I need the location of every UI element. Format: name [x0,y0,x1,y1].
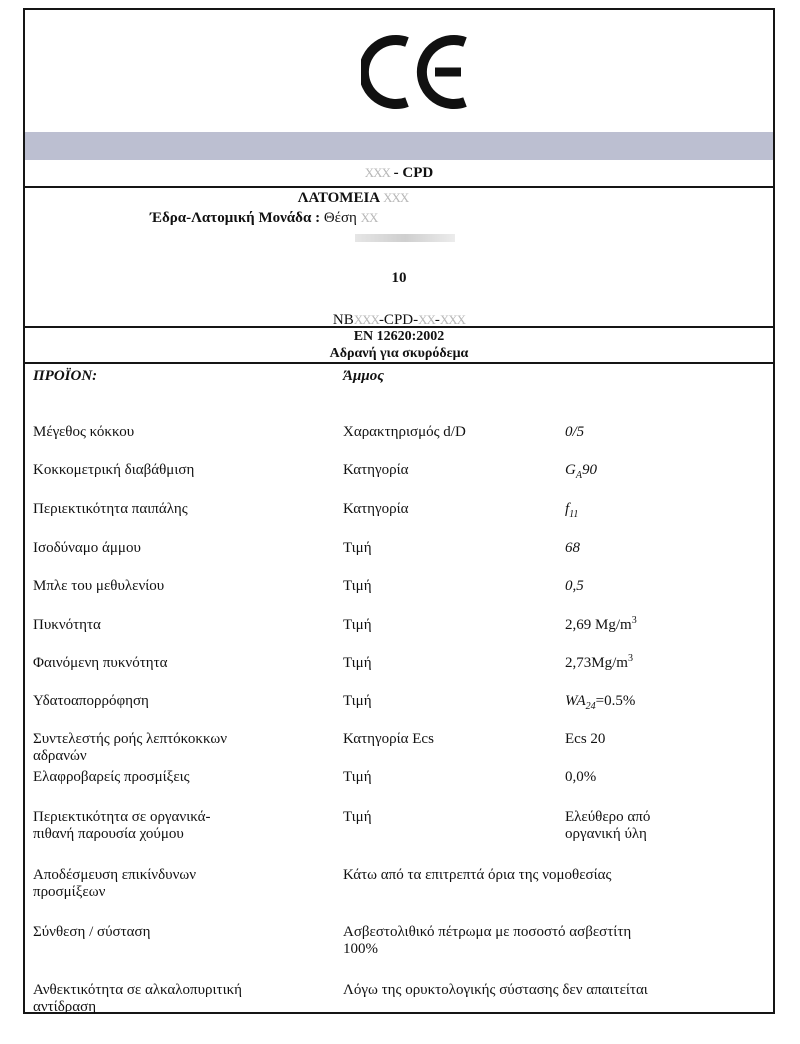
property-measure: Τιμή [343,617,372,633]
property-name: Κοκκομετρική διαβάθμιση [33,462,195,478]
property-measure: Τιμή [343,809,372,825]
cpd-number [25,160,773,186]
color-band [25,132,773,160]
redacted-text: XXX [383,190,409,205]
standard-title: Αδρανή για σκυρόδεμα [329,346,469,361]
manufacturer-name: ΛΑΤΟΜΕΙΑ [297,190,380,206]
redacted-text: XXX [364,165,390,180]
property-name: Ελαφροβαρείς προσμίξεις [33,769,190,785]
property-name: Πυκνότητα [33,617,101,633]
site-separator: : [315,210,321,226]
property-measure: Τιμή [343,578,372,594]
property-value: 0,5 [565,578,584,594]
property-measure: Κατηγορία [343,462,409,478]
redacted-text: XX [418,312,435,327]
standard-code: EN 12620:2002 [353,329,445,344]
affixing-year: 10 [391,270,407,286]
ce-mark-icon [361,32,473,112]
redacted-text: XXX [439,312,466,327]
property-name: Συντελεστής ροής λεπτόκοκκων αδρανών [33,731,228,764]
property-value: Ελεύθερο από οργανική ύλη [565,809,651,842]
property-measure: Τιμή [343,693,372,709]
property-value: 0,0% [565,769,597,785]
property-value: $2,73Mg/m^3$ [565,653,633,671]
site-value: Θέση [323,210,357,226]
property-name: Μέγεθος κόκκου [33,424,135,440]
property-value: $G_A90$ [565,462,597,481]
declaration-frame [23,8,775,1014]
property-name: Περιεκτικότητα παιπάλης [33,501,188,517]
property-value: $f_{11}$ [565,501,579,520]
property-value: $WA_{24}=0.5\%$ [565,693,636,712]
product-value: Άμμος [343,368,384,384]
redacted-text: XX [360,210,378,225]
property-value: Ασβεστολιθικό πέτρωμα με ποσοστό ασβεστίτη 100% [343,924,632,957]
property-value: Λόγω της ορυκτολογικής σύστασης δεν απαιτείται [343,982,648,998]
property-measure: Χαρακτηρισμός d/D [343,424,466,440]
redacted-text: XXX [353,312,379,327]
property-name: Ανθεκτικότητα σε αλκαλοπυριτική αντίδραση [33,982,243,1015]
property-value: Ecs 20 [565,731,606,747]
product-label: ΠΡΟΪΟΝ: [33,368,98,384]
nb-prefix: NB [332,312,354,328]
standard-block [25,328,773,362]
property-value: 2,69 $Mg/m^3$ [565,615,637,633]
property-value: 0/5 [565,424,585,440]
property-name: Υδατοαπορρόφηση [33,693,149,709]
manufacturer-block [25,188,773,326]
property-name: Σύνθεση / σύσταση [33,924,151,940]
property-name: Φαινόμενη πυκνότητα [33,655,168,671]
property-value: Κάτω από τα επιτρεπτά όρια της νομοθεσίας [343,867,612,883]
property-measure: Κατηγορία [343,501,409,517]
logo-area [25,10,773,132]
property-measure: Κατηγορία Ecs [343,731,434,747]
site-label: Έδρα-Λατομική Μονάδα [150,210,312,226]
property-measure: Τιμή [343,655,372,671]
nb-sep: - [434,312,440,328]
property-measure: Τιμή [343,540,372,556]
redacted-address [355,234,455,242]
property-name: Μπλε του μεθυλενίου [33,578,165,594]
divider [25,362,773,364]
property-name: Περιεκτικότητα σε οργανικά- πιθανή παρουσία χούμου [33,809,211,842]
nb-mid: -CPD- [378,312,419,328]
property-value: 68 [565,540,580,556]
property-measure: Τιμή [343,769,372,785]
cpd-suffix: - CPD [393,165,434,181]
property-name: Ισοδύναμο άμμου [33,540,141,556]
property-name: Αποδέσμευση επικίνδυνων προσμίξεων [33,867,197,900]
